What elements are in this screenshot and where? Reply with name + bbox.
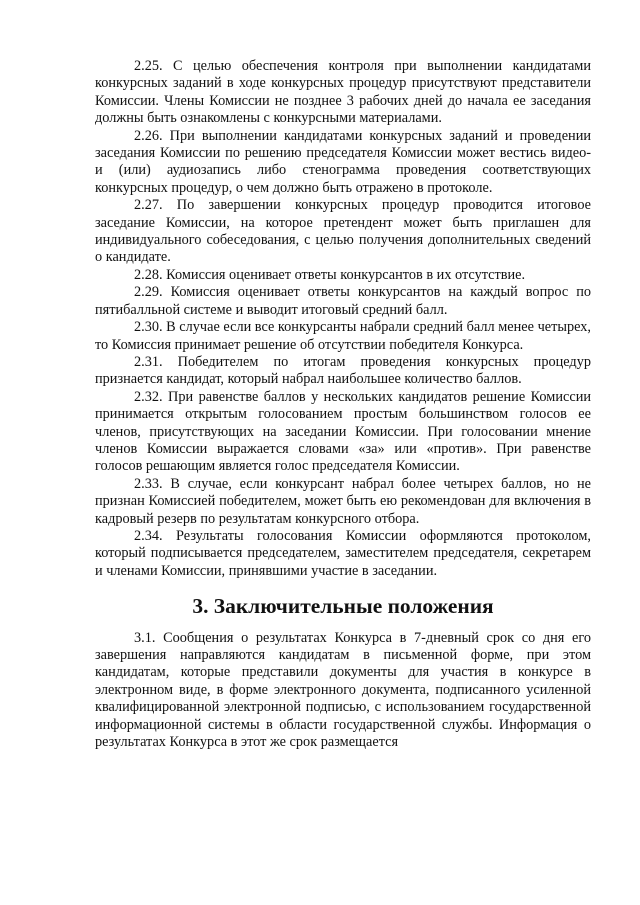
section-heading: 3. Заключительные положения	[192, 594, 494, 619]
paragraph-2-29: 2.29. Комиссия оценивает ответы конкурсантов на каждый вопрос по пятибалльной системе и выводит итоговый средний балл.	[95, 284, 591, 318]
document-page	[95, 58, 591, 751]
paragraph-2-34: 2.34. Результаты голосования Комиссии оформляются протоколом, который подписывается председателем, заместителем председателя, секретарем и членами Комиссии, принявшими участие в заседании.	[95, 527, 591, 579]
paragraph-3-1: 3.1. Сообщения о результатах Конкурса в 7-дневный срок со дня его завершения направляются кандидатам в письменной форме, при этом кандидатам, которые представили документы для участия в конкурсе в электронном виде, в форме электронного документа, подписанного усиленной квалифицированной электронной подписью, с использованием государственной информационной системы в области государственной службы. Информация о результатах Конкурса в этот же срок размещается	[95, 629, 591, 751]
paragraph-2-25: 2.25. С целью обеспечения контроля при выполнении кандидатами конкурсных заданий в ходе конкурсных процедур присутствуют представители Комиссии. Члены Комиссии не позднее 3 рабочих дней до начала ее заседания должны быть ознакомлены с конкурсными материалами.	[95, 58, 591, 127]
paragraph-2-28: 2.28. Комиссия оценивает ответы конкурсантов в их отсутствие.	[134, 266, 526, 283]
paragraph-2-33: 2.33. В случае, если конкурсант набрал более четырех баллов, но не признан Комиссией победителем, может быть ею рекомендован для включения в кадровый резерв по результатам конкурсного отбора.	[95, 475, 591, 527]
paragraph-2-30: 2.30. В случае если все конкурсанты набрали средний балл менее четырех, то Комиссия принимает решение об отсутствии победителя Конкурса.	[95, 319, 591, 353]
paragraph-2-32: 2.32. При равенстве баллов у нескольких кандидатов решение Комиссии принимается открытым голосованием простым большинством голосов ее членов, присутствующих на заседании Комиссии. При голосовании мнение членов Комиссии выражается словами «за» или «против». При равенстве голосов решающим является голос председателя Комиссии.	[95, 388, 591, 475]
paragraph-2-31: 2.31. Победителем по итогам проведения конкурсных процедур признается кандидат, который набрал наибольшее количество баллов.	[95, 353, 591, 388]
paragraph-2-27: 2.27. По завершении конкурсных процедур проводится итоговое заседание Комиссии, на которое претендент может быть приглашен для индивидуального собеседования, с целью получения дополнительных сведений о кандидате.	[95, 197, 591, 266]
paragraph-2-26: 2.26. При выполнении кандидатами конкурсных заданий и проведении заседания Комиссии по решению председателя Комиссии может вестись видео- и (или) аудиозапись либо стенограмма проведения соответствующих конкурсных процедур, о чем должно быть отражено в протоколе.	[95, 127, 591, 196]
